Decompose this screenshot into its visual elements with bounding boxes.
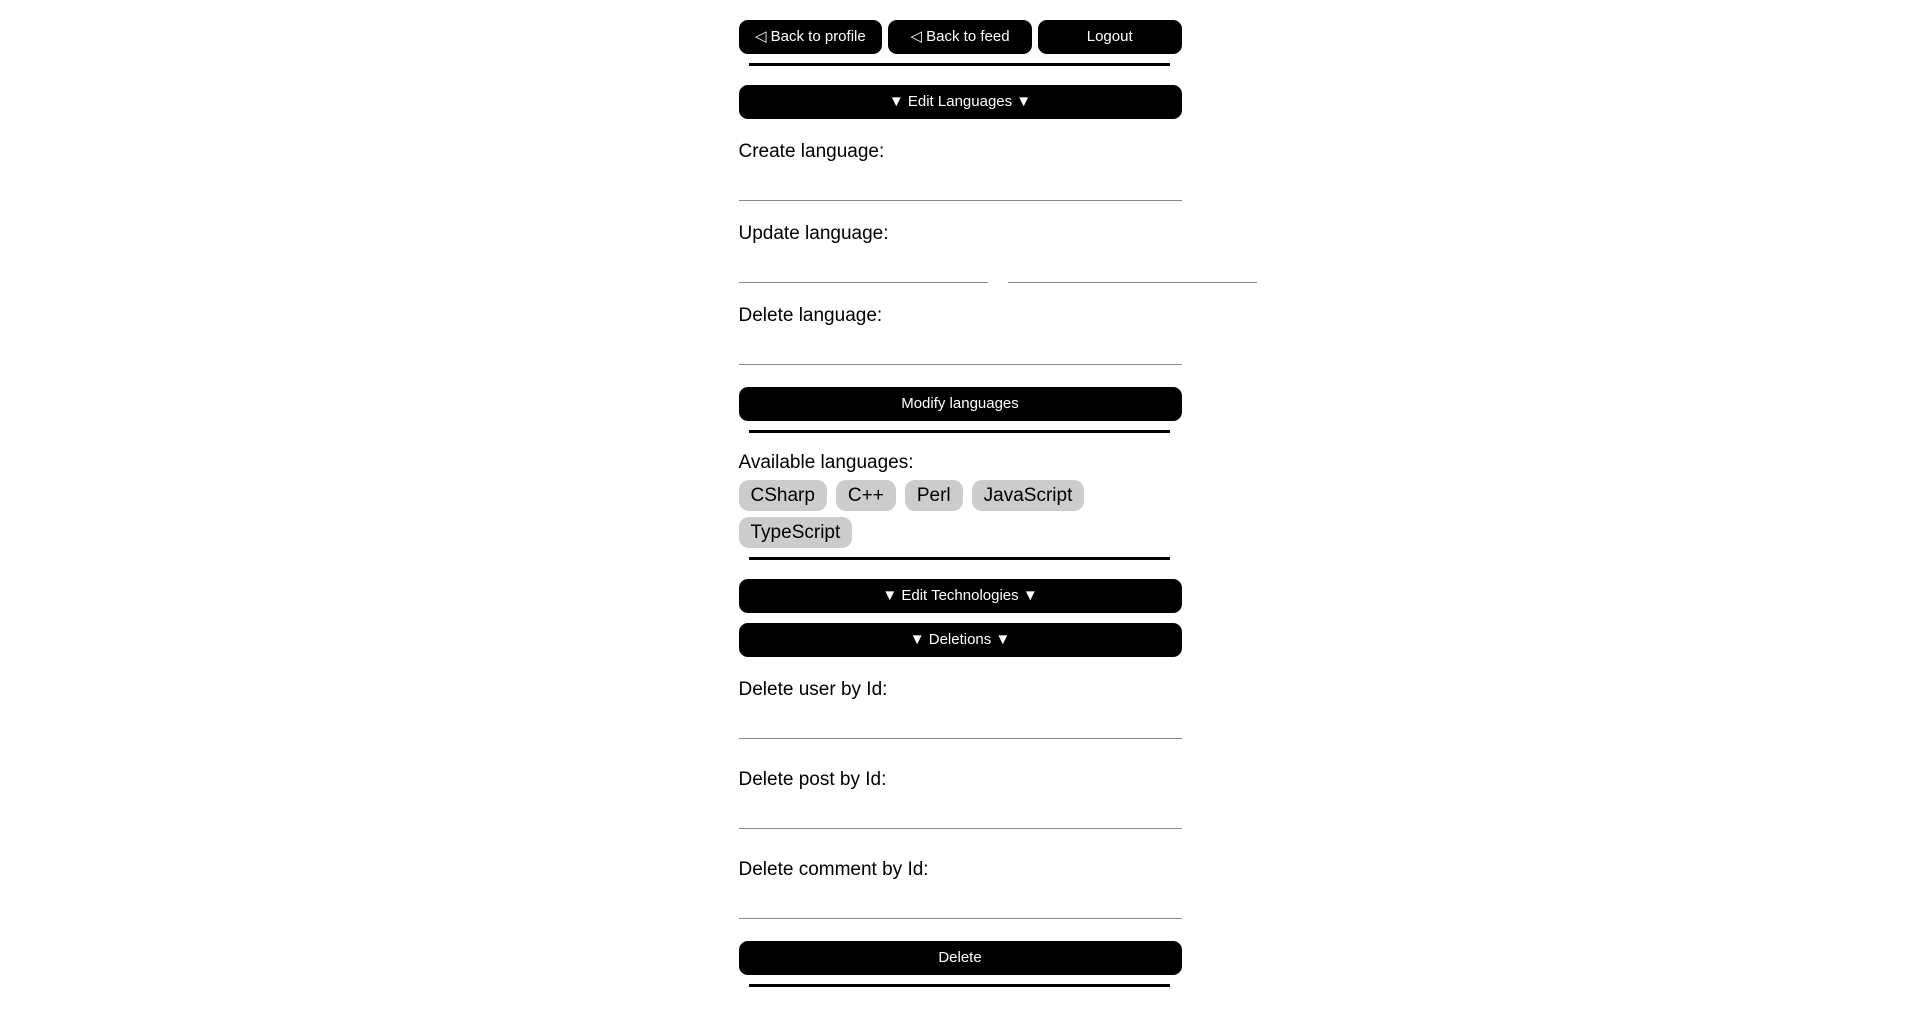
create-language-field [739, 141, 1182, 201]
section-divider [749, 430, 1170, 433]
update-language-field [739, 223, 1182, 283]
back-to-feed-button[interactable]: ◁ Back to feed [888, 20, 1032, 54]
delete-comment-field [739, 859, 1182, 919]
edit-technologies-toggle[interactable]: ▼ Edit Technologies ▼ [739, 579, 1182, 613]
delete-language-input[interactable] [739, 335, 1182, 365]
edit-languages-section [739, 141, 1182, 560]
delete-post-input[interactable] [739, 799, 1182, 829]
delete-language-field [739, 305, 1182, 365]
create-language-input[interactable] [739, 171, 1182, 201]
admin-panel [739, 0, 1182, 987]
section-divider [749, 557, 1170, 560]
section-divider [749, 63, 1170, 66]
delete-button[interactable]: Delete [739, 941, 1182, 975]
language-tag: CSharp [739, 480, 827, 511]
delete-post-label: Delete post by Id: [738, 769, 887, 790]
delete-comment-input[interactable] [739, 889, 1182, 919]
back-to-profile-button[interactable]: ◁ Back to profile [739, 20, 883, 54]
modify-languages-button[interactable]: Modify languages [739, 387, 1182, 421]
update-language-new-input[interactable] [1008, 253, 1257, 283]
delete-user-field [739, 679, 1182, 739]
deletions-section [739, 679, 1182, 987]
delete-language-label: Delete language: [738, 305, 883, 326]
logout-button[interactable]: Logout [1038, 20, 1182, 54]
delete-user-input[interactable] [739, 709, 1182, 739]
available-languages-list [739, 480, 1182, 548]
language-tag: Perl [905, 480, 963, 511]
delete-post-field [739, 769, 1182, 829]
language-tag: JavaScript [972, 480, 1085, 511]
top-nav [739, 20, 1182, 54]
update-language-label: Update language: [738, 223, 889, 244]
delete-user-label: Delete user by Id: [738, 679, 888, 700]
update-language-inputs [739, 245, 1182, 283]
available-languages-label: Available languages: [738, 452, 914, 473]
edit-languages-toggle[interactable]: ▼ Edit Languages ▼ [739, 85, 1182, 119]
language-tag: C++ [836, 480, 896, 511]
deletions-toggle[interactable]: ▼ Deletions ▼ [739, 623, 1182, 657]
language-tag: TypeScript [739, 517, 853, 548]
delete-comment-label: Delete comment by Id: [738, 859, 929, 880]
section-divider [749, 984, 1170, 987]
create-language-label: Create language: [738, 141, 885, 162]
update-language-old-input[interactable] [739, 253, 988, 283]
